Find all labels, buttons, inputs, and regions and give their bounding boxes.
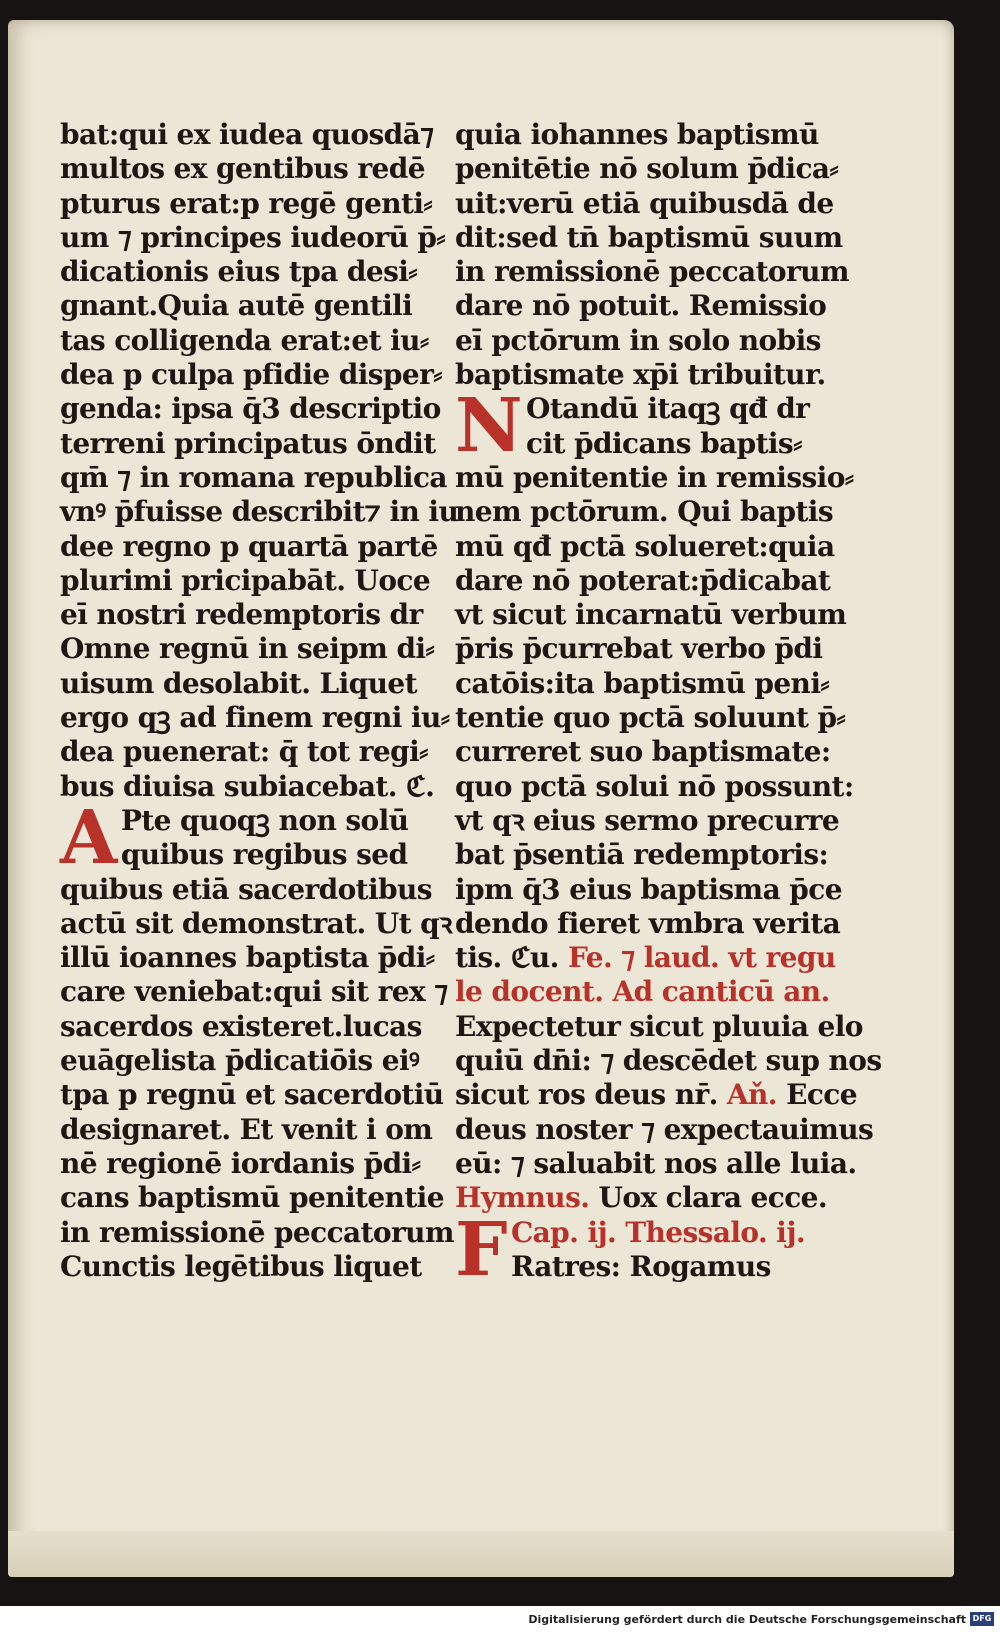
text-line: dea p culpa pfidie disper⸗: [60, 358, 443, 392]
text-fragment: Ecce: [786, 1078, 857, 1112]
text-line: vt qꝛ eius sermo precurre: [455, 803, 840, 837]
text-line: baptismate xp̄i tribuitur.: [455, 358, 826, 392]
text-line: illū ioannes baptista p̄di⸗: [60, 941, 435, 975]
text-line: p̄ris p̄currebat verbo p̄di: [455, 632, 823, 666]
text-line: Ratres: Rogamus: [510, 1249, 771, 1283]
dfg-logo: DFG: [970, 1612, 994, 1626]
right-column: [455, 118, 882, 1293]
text-line: designaret. Et venit i om: [60, 1112, 433, 1146]
text-line: catōis:ita baptismū peni⸗: [455, 666, 830, 700]
text-line: Omne regnū in seipm di⸗: [60, 632, 435, 666]
text-line: Cunctis legētibus liquet: [60, 1249, 422, 1283]
footer-bar: [0, 1606, 1000, 1632]
text-line: tpa p regnū et sacerdotiū: [60, 1078, 444, 1112]
text-line: Otandū itaqꝫ qđ dr: [526, 392, 810, 426]
rubric-fragment: Fe. ⁊ laud. vt regu: [567, 941, 836, 975]
left-column: [60, 118, 459, 1284]
text-line: dee regno p quartā partē: [60, 529, 438, 563]
text-line: quia iohannes baptismū: [455, 118, 819, 151]
text-line: plurimi pricipabāt. Uoce: [60, 563, 431, 597]
text-line: mū qđ pctā solueret:quia: [455, 529, 835, 563]
text-fragment: sicut ros deus nr̄.: [455, 1078, 718, 1112]
text-line: terreni principatus ōndit: [60, 426, 436, 460]
text-line: in remissionē peccatorum: [60, 1215, 454, 1249]
text-line: dendo fieret vmbra verita: [455, 906, 841, 940]
text-line: dare nō poterat:p̄dicabat: [455, 563, 831, 597]
text-line: vnꝰ p̄fuisse describit⁊ in iu: [60, 495, 459, 529]
text-fragment: tis. ℭu.: [455, 941, 559, 975]
text-line: care veniebat:qui sit rex ⁊: [60, 975, 448, 1009]
text-line: gnant.Quia autē gentili: [60, 289, 413, 323]
mixed-line: [455, 941, 835, 975]
text-line: uit:verū etiā quibusdā de: [455, 186, 834, 220]
rubric-line: Cap. ij. Thessalo. ij.: [510, 1215, 806, 1249]
text-line: quibus etiā sacerdotibus: [60, 872, 432, 906]
text-line: in remissionē peccatorum: [455, 255, 849, 289]
text-line: eī pctōrum in solo nobis: [455, 323, 821, 357]
text-line: sacerdos existeret.lucas: [60, 1009, 422, 1043]
text-line: bat p̄sentiā redemptoris:: [455, 838, 829, 872]
text-line: multos ex gentibus redē: [60, 152, 425, 186]
red-initial: A: [60, 794, 117, 881]
initial-block: [455, 383, 835, 470]
text-line: euāgelista p̄dicatiōis eiꝰ: [60, 1044, 420, 1078]
page-edge: [8, 1531, 954, 1577]
red-initial: F: [455, 1206, 507, 1293]
text-line: qm̄ ⁊ in romana republica: [60, 460, 447, 494]
text-line: vt sicut incarnatū verbum: [455, 598, 847, 632]
text-line: Expectetur sicut pluuia elo: [455, 1009, 863, 1043]
text-line: curreret suo baptismate:: [455, 735, 831, 769]
text-line: cit p̄dicans baptis⸗: [526, 426, 802, 460]
mixed-line: [455, 1078, 857, 1112]
text-line: nem pctōrum. Qui baptis: [455, 495, 833, 529]
text-line: cans baptismū penitentie: [60, 1181, 444, 1215]
text-line: penitētie nō solum p̄dica⸗: [455, 152, 839, 186]
text-line: genda: ipsa q̄3 descriptio: [60, 392, 441, 426]
text-line: dit:sed tn̄ baptismū suum: [455, 220, 843, 254]
rubric-fragment: Aň.: [726, 1078, 777, 1112]
text-line: dicationis eius tpa desi⸗: [60, 255, 417, 289]
initial-block: [60, 794, 440, 881]
funding-credit: Digitalisierung gefördert durch die Deutsche Forschungsgemeinschaft: [528, 1613, 966, 1626]
text-line: quo pctā solui nō possunt:: [455, 769, 854, 803]
text-line: uisum desolabit. Liquet: [60, 666, 417, 700]
initial-block: [455, 1206, 835, 1293]
text-line: quiū dn̄i: ⁊ descēdet sup nos: [455, 1044, 882, 1078]
text-line: dare nō potuit. Remissio: [455, 289, 827, 323]
text-line: Pte quoqꝫ non solū: [120, 803, 409, 837]
text-line: eī nostri redemptoris dr: [60, 598, 423, 632]
text-line: tentie quo pctā soluunt p̄⸗: [455, 701, 846, 735]
text-line: deus noster ⁊ expectauimus: [455, 1112, 874, 1146]
text-line: eū: ⁊ saluabit nos alle luia.: [455, 1146, 857, 1180]
text-line: pturus erat:p regē genti⸗: [60, 186, 433, 220]
text-line: ipm q̄3 eius baptisma p̄ce: [455, 872, 842, 906]
red-initial: N: [455, 383, 523, 470]
text-line: bat:qui ex iudea quosdā⁊: [60, 118, 434, 151]
rubric-line: le docent. Ad canticū an.: [455, 975, 830, 1009]
text-line: ergo qꝫ ad finem regni iu⸗: [60, 701, 450, 735]
text-line: um ⁊ principes iudeorū p̄⸗: [60, 220, 446, 254]
rubric-fragment: Hymnus.: [455, 1181, 590, 1215]
text-line: actū sit demonstrat. Ut qꝛ: [60, 906, 452, 940]
text-fragment: Uox clara ecce.: [598, 1181, 828, 1215]
mixed-line: [455, 1181, 835, 1215]
text-line: dea puenerat: q̄ tot regi⸗: [60, 735, 428, 769]
text-line: tas colligenda erat:et iu⸗: [60, 323, 429, 357]
text-line: nē regionē iordanis p̄di⸗: [60, 1146, 421, 1180]
text-line: quibus regibus sed: [120, 838, 408, 872]
text-line: bus diuisa subiacebat. ℭ.: [60, 769, 435, 803]
text-line: mū penitentie in remissio⸗: [455, 460, 854, 494]
